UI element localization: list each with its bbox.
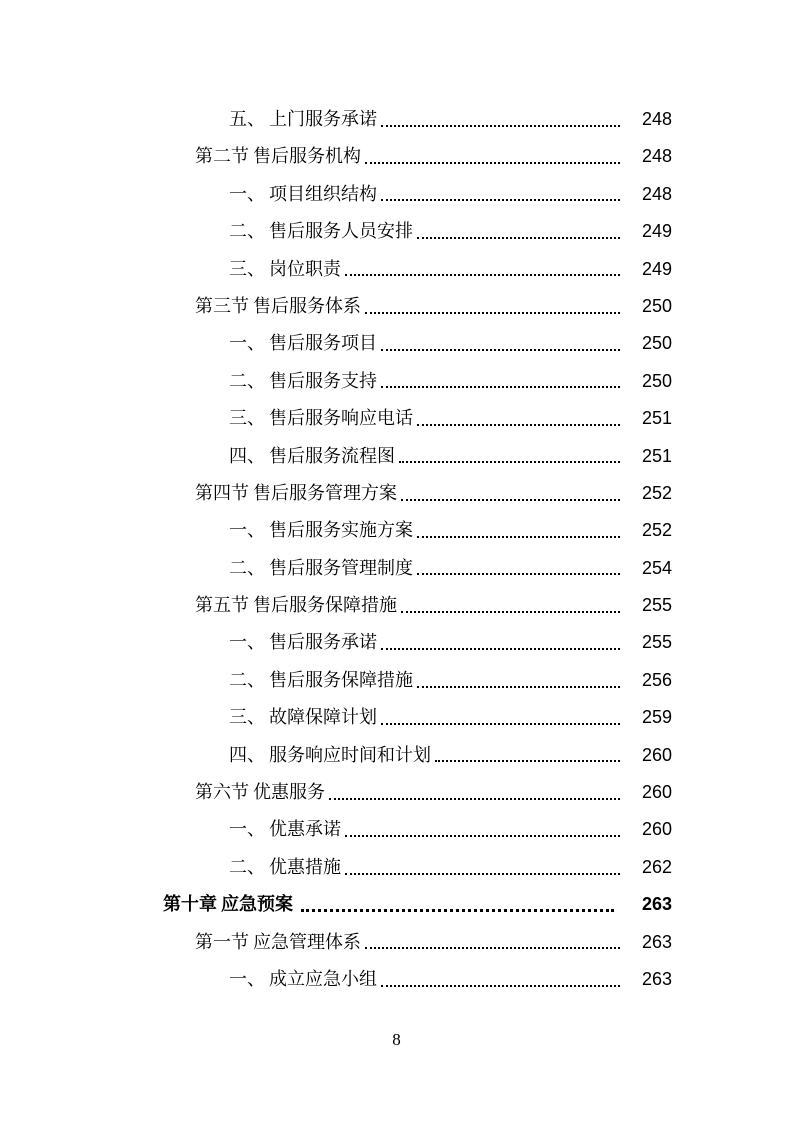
toc-entry-page: 250 bbox=[641, 370, 672, 391]
toc-dot-leader bbox=[365, 947, 620, 949]
toc-entry[interactable] bbox=[0, 587, 793, 624]
toc-entry[interactable] bbox=[0, 176, 793, 213]
toc-entry-page: 252 bbox=[641, 520, 672, 541]
toc-entry-page: 260 bbox=[641, 744, 672, 765]
toc-entry-title: 售后服务响应电话 bbox=[269, 408, 413, 430]
toc-dot-leader bbox=[401, 611, 620, 613]
toc-entry-chapter[interactable] bbox=[0, 886, 793, 923]
toc-entry-title: 售后服务流程图 bbox=[269, 445, 395, 467]
toc-entry-number: 二、 bbox=[229, 557, 265, 579]
toc-entry-title: 售后服务保障措施 bbox=[269, 669, 413, 691]
toc-dot-leader bbox=[399, 461, 620, 463]
toc-entry-page: 260 bbox=[641, 782, 672, 803]
toc-entry-page: 255 bbox=[641, 595, 672, 616]
toc-entry[interactable] bbox=[0, 774, 793, 811]
toc-entry[interactable] bbox=[0, 101, 793, 138]
toc-entry-number: 四、 bbox=[229, 744, 265, 766]
toc-entry-page: 248 bbox=[641, 146, 672, 167]
toc-entry-title: 优惠服务 bbox=[253, 782, 325, 804]
toc-entry-number: 第一节 bbox=[195, 931, 249, 953]
toc-dot-leader bbox=[417, 536, 620, 538]
toc-entry-title: 售后服务保障措施 bbox=[253, 595, 397, 617]
toc-dot-leader bbox=[381, 723, 620, 725]
toc-entry-page: 260 bbox=[641, 819, 672, 840]
toc-entry[interactable] bbox=[0, 662, 793, 699]
toc-entry-number: 第二节 bbox=[195, 146, 249, 168]
toc-entry-number: 第六节 bbox=[195, 782, 249, 804]
toc-entry-page: 248 bbox=[641, 183, 672, 204]
toc-dot-leader bbox=[365, 162, 620, 164]
toc-entry-number: 第四节 bbox=[195, 482, 249, 504]
toc-dot-leader bbox=[345, 835, 620, 837]
toc-entry[interactable] bbox=[0, 550, 793, 587]
page-number: 8 bbox=[392, 1030, 401, 1049]
toc-entry-number: 第三节 bbox=[195, 295, 249, 317]
toc-entry-page: 251 bbox=[641, 445, 672, 466]
toc-entry-number: 二、 bbox=[229, 856, 265, 878]
toc-dot-leader bbox=[435, 760, 620, 762]
toc-dot-leader bbox=[401, 499, 620, 501]
toc-entry-title: 售后服务实施方案 bbox=[269, 520, 413, 542]
toc-entry-page: 263 bbox=[641, 894, 672, 915]
toc-dot-leader bbox=[417, 237, 620, 239]
toc-entry[interactable] bbox=[0, 213, 793, 250]
toc-dot-leader bbox=[381, 125, 620, 127]
toc-entry[interactable] bbox=[0, 325, 793, 362]
toc-entry-number: 一、 bbox=[229, 968, 265, 990]
toc-entry[interactable] bbox=[0, 288, 793, 325]
toc-dot-leader bbox=[417, 686, 620, 688]
toc-entry-page: 254 bbox=[641, 557, 672, 578]
toc-entry-title: 岗位职责 bbox=[269, 258, 341, 280]
toc-entry[interactable] bbox=[0, 849, 793, 886]
toc-entry[interactable] bbox=[0, 251, 793, 288]
toc-entry-page: 263 bbox=[641, 968, 672, 989]
toc-entry-title: 售后服务项目 bbox=[269, 333, 377, 355]
toc-entry-title: 服务响应时间和计划 bbox=[269, 744, 431, 766]
toc-entry-number: 一、 bbox=[229, 183, 265, 205]
toc-entry-number: 一、 bbox=[229, 520, 265, 542]
toc-entry[interactable] bbox=[0, 363, 793, 400]
toc-dot-leader bbox=[329, 798, 620, 800]
toc-entry-page: 249 bbox=[641, 258, 672, 279]
toc-dot-leader bbox=[365, 312, 620, 314]
toc-entry-title: 应急管理体系 bbox=[253, 931, 361, 953]
toc-entry[interactable] bbox=[0, 961, 793, 998]
toc-entry-page: 255 bbox=[641, 632, 672, 653]
toc-entry-number: 第十章 bbox=[163, 894, 217, 916]
toc-entry-number: 三、 bbox=[229, 707, 265, 729]
toc-entry-title: 上门服务承诺 bbox=[269, 109, 377, 130]
toc-entry-number: 一、 bbox=[229, 333, 265, 355]
toc-entry[interactable] bbox=[0, 138, 793, 175]
toc-dot-leader bbox=[381, 648, 620, 650]
toc-entry-number: 一、 bbox=[229, 819, 265, 841]
toc-dot-leader bbox=[345, 274, 620, 276]
toc-entry-number: 五、 bbox=[229, 109, 265, 130]
toc-entry[interactable] bbox=[0, 512, 793, 549]
toc-dot-leader bbox=[417, 424, 620, 426]
toc-entry-title: 优惠承诺 bbox=[269, 819, 341, 841]
toc-entry[interactable] bbox=[0, 811, 793, 848]
toc-entry-page: 248 bbox=[641, 109, 672, 129]
toc-entry-title: 故障保障计划 bbox=[269, 707, 377, 729]
toc-dot-leader bbox=[417, 573, 620, 575]
toc-entry[interactable] bbox=[0, 438, 793, 475]
toc-entry-page: 262 bbox=[641, 856, 672, 877]
toc-entry-page: 249 bbox=[641, 221, 672, 242]
toc-entry-number: 一、 bbox=[229, 632, 265, 654]
toc-entry-page: 250 bbox=[641, 333, 672, 354]
toc-entry-title: 成立应急小组 bbox=[269, 968, 377, 990]
toc-entry-page: 251 bbox=[641, 408, 672, 429]
toc-dot-leader bbox=[381, 199, 620, 201]
toc-entry-page: 256 bbox=[641, 669, 672, 690]
toc-entry-title: 优惠措施 bbox=[269, 856, 341, 878]
toc-entry[interactable] bbox=[0, 475, 793, 512]
toc-entry[interactable] bbox=[0, 624, 793, 661]
toc-entry-title: 售后服务承诺 bbox=[269, 632, 377, 654]
toc-entry-title: 售后服务支持 bbox=[269, 370, 377, 392]
toc-dot-leader bbox=[381, 386, 620, 388]
toc-entry[interactable] bbox=[0, 699, 793, 736]
toc-entry-title: 售后服务管理方案 bbox=[253, 482, 397, 504]
toc-dot-leader bbox=[381, 985, 620, 987]
toc-entry-page: 259 bbox=[641, 707, 672, 728]
toc-dot-leader bbox=[345, 873, 620, 875]
toc-entry-number: 三、 bbox=[229, 408, 265, 430]
toc-entry-number: 二、 bbox=[229, 370, 265, 392]
toc-dot-leader bbox=[301, 909, 614, 912]
toc-entry-page: 252 bbox=[641, 482, 672, 503]
toc-entry-title: 项目组织结构 bbox=[269, 183, 377, 205]
table-of-contents bbox=[0, 101, 793, 998]
toc-entry-number: 二、 bbox=[229, 669, 265, 691]
toc-entry-title: 售后服务体系 bbox=[253, 295, 361, 317]
toc-entry-page: 250 bbox=[641, 295, 672, 316]
toc-entry-number: 四、 bbox=[229, 445, 265, 467]
toc-entry-number: 第五节 bbox=[195, 595, 249, 617]
toc-entry-title: 售后服务管理制度 bbox=[269, 557, 413, 579]
toc-entry-title: 售后服务人员安排 bbox=[269, 221, 413, 243]
toc-entry-title: 售后服务机构 bbox=[253, 146, 361, 168]
toc-entry-page: 263 bbox=[641, 931, 672, 952]
toc-entry-title: 应急预案 bbox=[221, 894, 293, 916]
toc-dot-leader bbox=[381, 349, 620, 351]
toc-entry[interactable] bbox=[0, 924, 793, 961]
toc-entry[interactable] bbox=[0, 737, 793, 774]
toc-entry[interactable] bbox=[0, 400, 793, 437]
toc-entry-number: 三、 bbox=[229, 258, 265, 280]
toc-entry-number: 二、 bbox=[229, 221, 265, 243]
